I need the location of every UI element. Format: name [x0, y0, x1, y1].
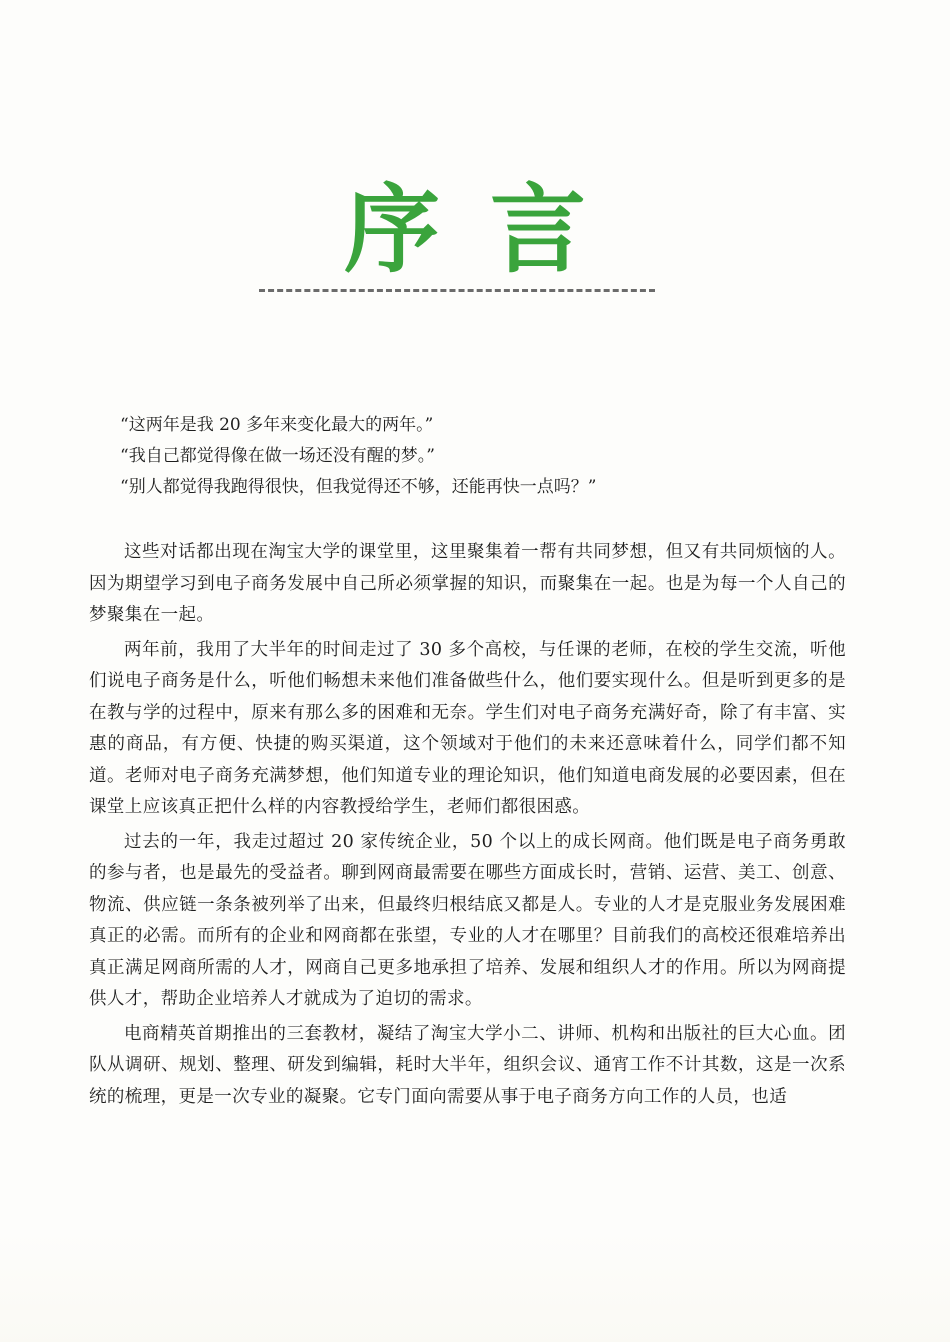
title-divider	[259, 289, 655, 292]
body-text	[89, 537, 846, 1116]
paragraph: 这些对话都出现在淘宝大学的课堂里，这里聚集着一帮有共同梦想，但又有共同烦恼的人。因为期望学习到电子商务发展中自己所必须掌握的知识，而聚集在一起。也是为每一个人自己的梦聚集在一起。	[89, 542, 846, 625]
page-edge-shading	[0, 1232, 950, 1342]
paragraph: 两年前，我用了大半年的时间走过了 30 多个高校，与任课的老师，在校的学生交流，听他们说电子商务是什么，听他们畅想未来他们准备做些什么，他们要实现什么。但是听到更多的是在教与学的过程中，原来有那么多的困难和无奈。学生们对电子商务充满好奇，除了有丰富、实惠的商品，有方便、快捷的购买渠道，这个领域对于他们的未来还意味着什么，同学们都不知道。老师对电子商务充满梦想，他们知道专业的理论知识，他们知道电商发展的必要因素，但在课堂上应该真正把什么样的内容教授给学生，老师们都很困惑。	[89, 639, 846, 817]
quote-line: “我自己都觉得像在做一场还没有醒的梦。”	[120, 446, 435, 466]
page-title: 序言	[344, 174, 636, 286]
quote-line: “这两年是我 20 多年来变化最大的两年。”	[120, 415, 434, 435]
paragraph: 过去的一年，我走过超过 20 家传统企业，50 个以上的成长网商。他们既是电子商务勇敢的参与者，也是最先的受益者。聊到网商最需要在哪些方面成长时，营销、运营、美工、创意、物流、供应链一条条被列举了出来，但最终归根结底又都是人。专业的人才是克服业务发展困难真正的必需。而所有的企业和网商都在张望，专业的人才在哪里？目前我们的高校还很难培养出真正满足网商所需的人才，网商自己更多地承担了培养、发展和组织人才的作用。所以为网商提供人才，帮助企业培养人才就成为了迫切的需求。	[89, 831, 846, 1009]
quote-block	[120, 410, 840, 503]
paragraph: 电商精英首期推出的三套教材，凝结了淘宝大学小二、讲师、机构和出版社的巨大心血。团队从调研、规划、整理、研发到编辑，耗时大半年，组织会议、通宵工作不计其数，这是一次系统的梳理，更是一次专业的凝聚。它专门面向需要从事于电子商务方向工作的人员，也适	[89, 1023, 846, 1107]
quote-line: “别人都觉得我跑得很快，但我觉得还不够，还能再快一点吗？”	[120, 477, 597, 497]
